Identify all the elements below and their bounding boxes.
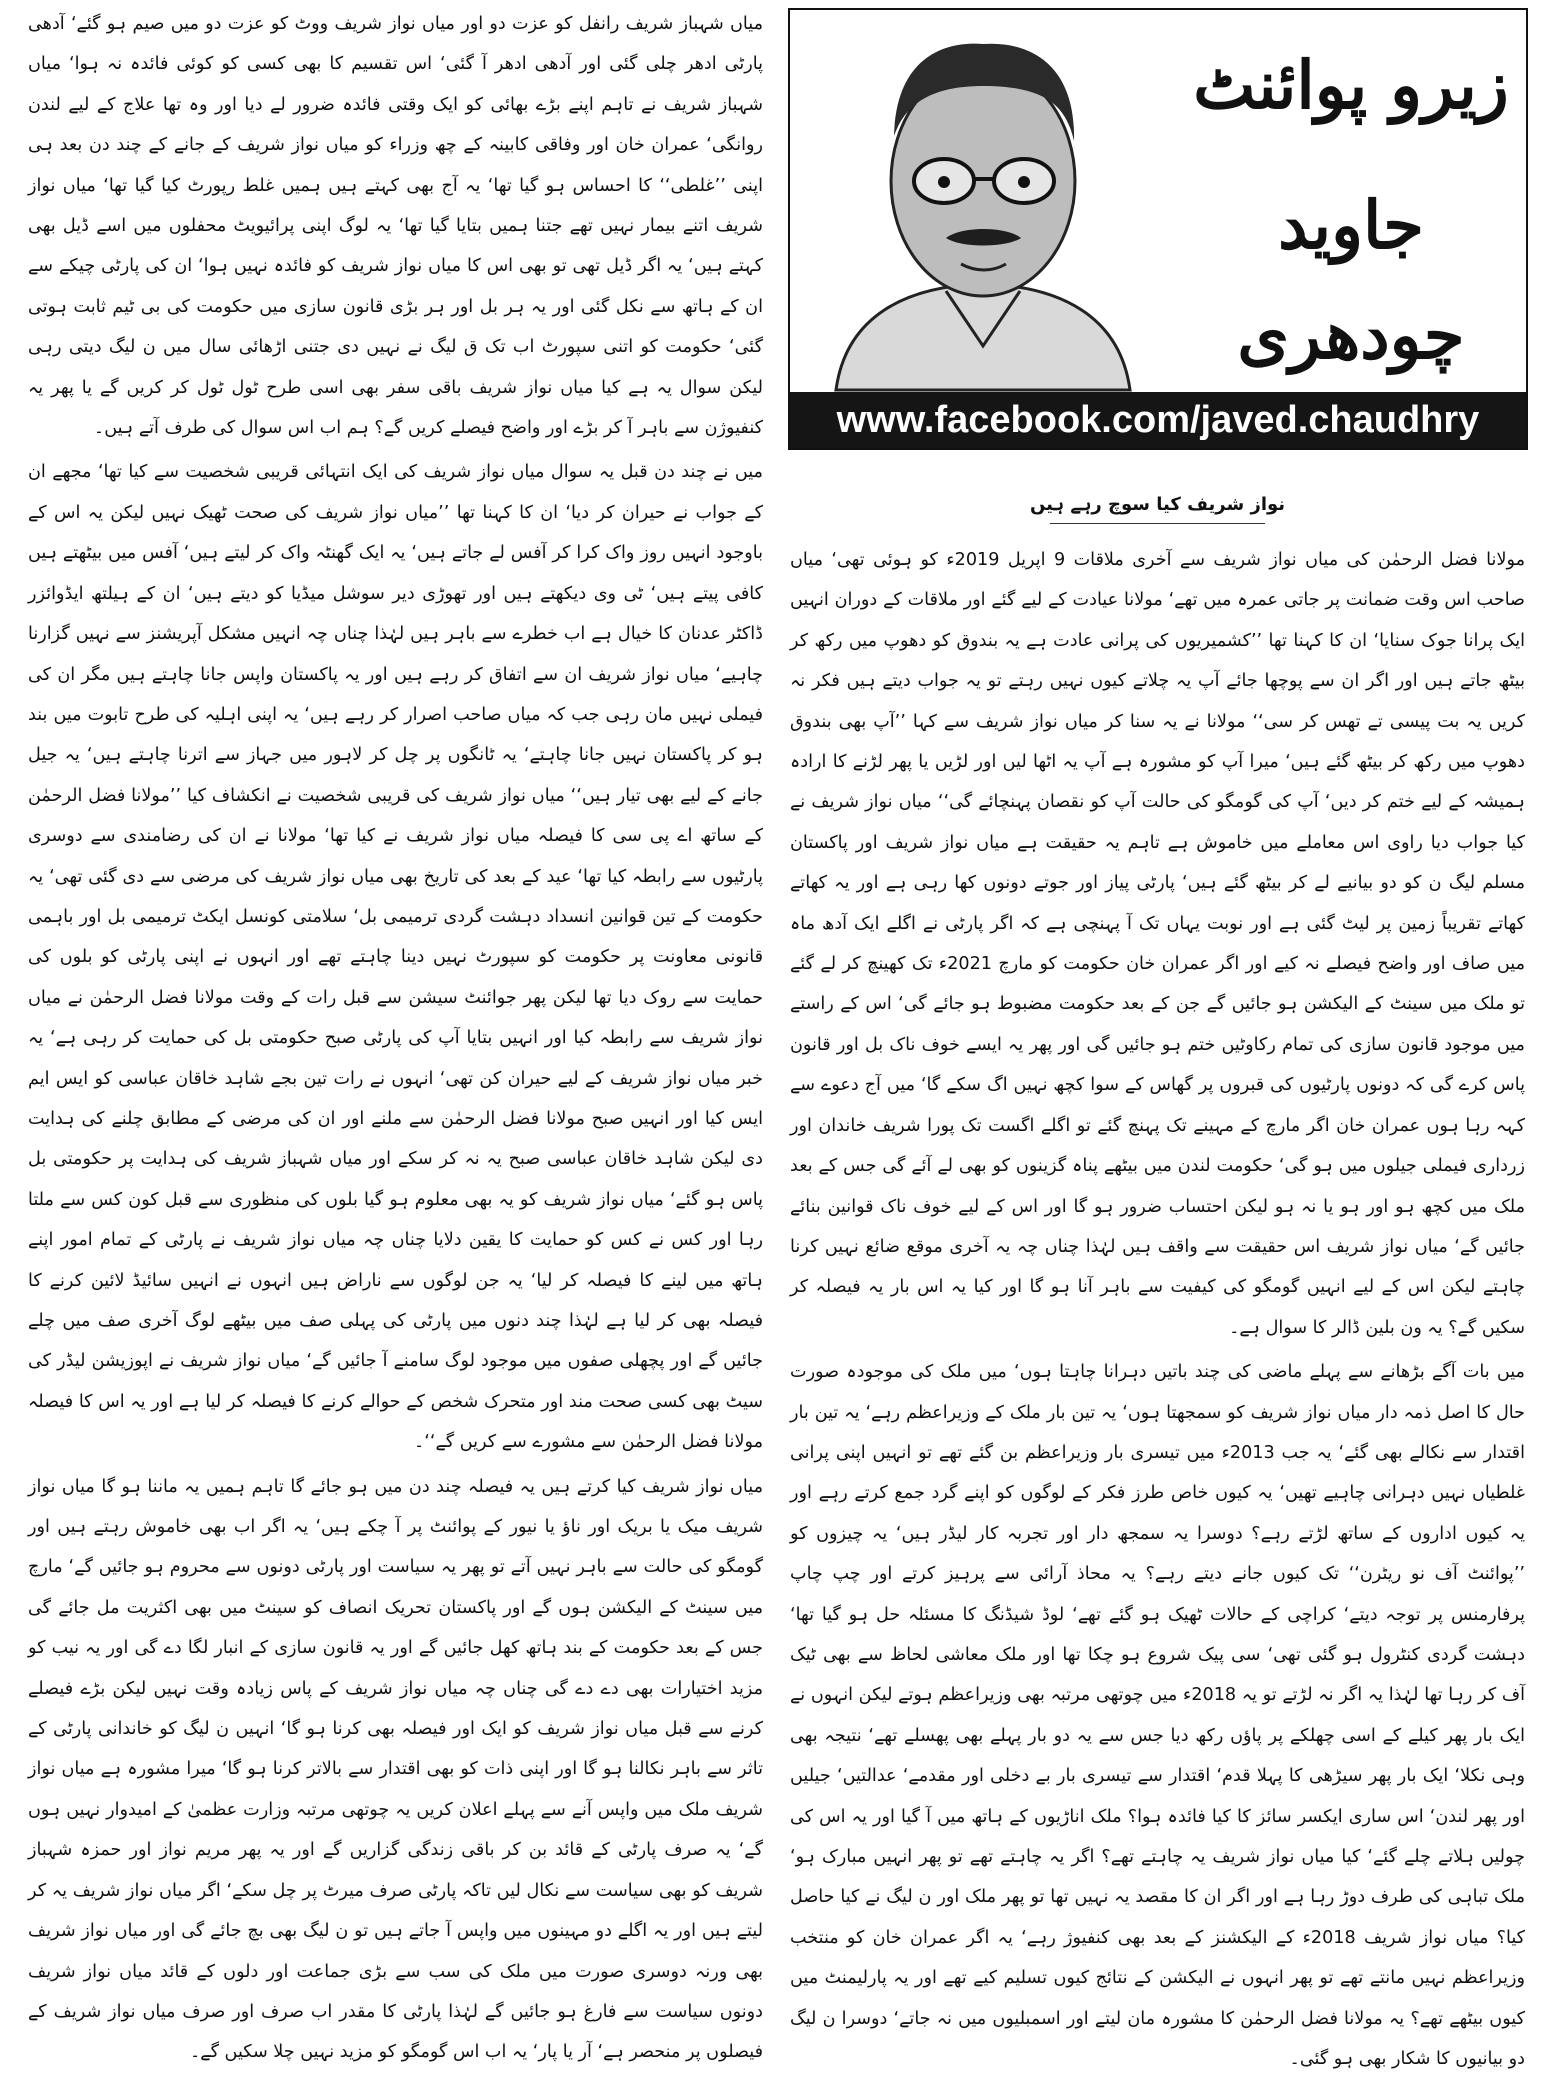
column-logo	[1186, 30, 1516, 390]
article-right-column	[790, 540, 1526, 2070]
article-paragraph: میں نے چند دن قبل یہ سوال میاں نواز شریف کی ایک انتہائی قریبی شخصیت سے کیا تھا‘ مجھے ان کے جواب نے حیران کر دیا‘ ان کا کہنا تھا ’’میاں نواز شریف کی صحت ٹھیک نہیں لیکن یہ اس کے باوجود انہیں روز واک کرا کر آفس لے جاتے ہیں‘ یہ ایک گھنٹہ واک کر لیتے ہیں‘ آفس میں بیٹھتے ہیں کافی پیتے ہیں‘ ٹی وی دیکھتے ہیں اور تھوڑی دیر سوشل میڈیا کو دیتے ہیں‘ ان کے ہیلتھ ایڈوائزر ڈاکٹر عدنان کا خیال ہے اب خطرے سے باہر ہیں لہٰذا چناں چہ انہیں مشکل آپریشنز سے نہیں گزارنا چاہیے‘ میاں نواز شریف ان سے اتفاق کر رہے ہیں اور یہ پاکستان واپس جانا چاہتے ہیں مگر ان کی فیملی نہیں مان رہی جب کہ میاں صاحب اصرار کر رہے ہیں‘ یہ اپنی اہلیہ کی طرح تابوت میں بند ہو کر پاکستان نہیں جانا چاہتے‘ یہ ٹانگوں پر چل کر لاہور میں جہاز سے اترنا چاہتے ہیں‘ یہ جیل جانے کے لیے بھی تیار ہیں‘‘ میاں نواز شریف کی قریبی شخصیت نے انکشاف کیا ’’مولانا فضل الرحمٰن کے ساتھ اے پی سی کا فیصلہ میاں نواز شریف نے کیا تھا‘ مولانا نے ان کی رضامندی سے دوسری پارٹیوں سے رابطہ کیا تھا‘ عید کے بعد کی تاریخ بھی میاں نواز شریف کی مرضی سے دی گئی تھی‘ یہ حکومت کے تین قوانین انسداد دہشت گردی ترمیمی بل‘ سلامتی کونسل ایکٹ ترمیمی بل اور باہمی قانونی معاونت پر حکومت کو سپورٹ نہیں دینا چاہتے تھے اور انہوں نے اپنی پارٹی کو بلوں کی حمایت سے روک دیا تھا لیکن پھر جوائنٹ سیشن سے قبل رات کے وقت مولانا فضل الرحمٰن نے میاں نواز شریف سے رابطہ کیا اور انہیں بتایا آپ کی پارٹی صبح حکومتی بل کی حمایت کر رہی ہے‘ یہ خبر میاں نواز شریف کے لیے حیران کن تھی‘ انہوں نے رات تین بجے شاہد خاقان عباسی کو ایس ایم ایس کیا اور انہیں صبح مولانا فضل الرحمٰن سے ملنے اور ان کی مرضی کے مطابق چلنے کی ہدایت دی لیکن شاہد خاقان عباسی صبح یہ نہ کر سکے اور میاں شہباز شریف کی ہدایت پر حکومتی بل پاس ہو گئے‘ میاں نواز شریف کو یہ بھی معلوم ہو گیا بلوں کی منظوری سے قبل کون کس سے ملتا رہا اور کس نے کس کو حمایت کا یقین دلایا چناں چہ میاں نواز شریف نے پارٹی کے تمام امور اپنے ہاتھ میں لینے کا فیصلہ کر لیا‘ یہ جن لوگوں سے ناراض ہیں انہوں نے انہیں سائیڈ لائین کرنے کا فیصلہ بھی کر لیا ہے لہٰذا چند دنوں میں پارٹی کی پہلی صف میں بیٹھے لوگ آخری صف میں چلے جائیں گے اور پچھلی صفوں میں موجود لوگ سامنے آ جائیں گے‘ میاں نواز شریف نے اپوزیشن لیڈر کی سیٹ بھی کسی صحت مند اور متحرک شخص کے حوالے کرنے کا فیصلہ کر لیا ہے اور یہ اس کا فیصلہ مولانا فضل الرحمٰن سے مشورے سے کریں گے‘‘۔	[28, 462, 763, 1453]
facebook-url-strip: www.facebook.com/javed.chaudhry	[790, 392, 1526, 448]
article-paragraph: میاں نواز شریف کیا کرتے ہیں یہ فیصلہ چند دن میں ہو جائے گا تاہم ہمیں یہ ماننا ہو گا میاں نواز شریف میک یا بریک اور ناؤ یا نیور کے پوائنٹ پر آ چکے ہیں‘ یہ اگر اب بھی خاموش رہتے ہیں اور گومگو کی حالت سے باہر نہیں آتے تو پھر یہ سیاست اور پارٹی دونوں سے محروم ہو جائیں گے‘ مارچ میں سینٹ کے الیکشن ہوں گے اور پاکستان تحریک انصاف کو سینٹ میں بھی اکثریت مل جائے گی جس کے بعد حکومت کے بند ہاتھ کھل جائیں گے اور یہ قانون سازی کے انبار لگا دے گی اور یہ نیب کو مزید اختیارات بھی دے دے گی چناں چہ میاں نواز شریف کے پاس زیادہ وقت نہیں لیکن بڑے فیصلے کرنے سے قبل میاں نواز شریف کو ایک اور فیصلہ بھی کرنا ہو گا‘ انہیں ن لیگ کو خاندانی پارٹی کے تاثر سے باہر نکالنا ہو گا اور اپنی ذات کو بھی اقتدار سے بالاتر کرنا ہو گا‘ میرا مشورہ ہے میاں نواز شریف ملک میں واپس آنے سے پہلے اعلان کریں یہ چوتھی مرتبہ وزارت عظمیٰ کے امیدوار نہیں ہوں گے‘ یہ صرف پارٹی کے قائد بن کر باقی زندگی گزاریں گے اور یہ پھر مریم نواز اور حمزہ شہباز شریف کو بھی سیاست سے نکال لیں تاکہ پارٹی صرف میرٹ پر چل سکے‘ اگر میاں نواز شریف یہ کر لیتے ہیں اور یہ اگلے دو مہینوں میں واپس آ جاتے ہیں تو ن لیگ بھی بچ جائے گی اور میاں نواز شریف بھی ورنہ دوسری صورت میں ملک کی سب سے بڑی جماعت اور دلوں کے قائد میاں نواز شریف دونوں سیاست سے فارغ ہو جائیں گے لہٰذا پارٹی کا مقدر اب صرف اور صرف میاں نواز شریف کے فیصلوں پر منحصر ہے‘ آر یا پار‘ یہ اب اس گومگو کو مزید نہیں چلا سکیں گے۔	[28, 1476, 763, 2063]
title-underline	[1050, 523, 1265, 524]
author-photo	[796, 16, 1170, 390]
article-title: نواز شریف کیا سوچ رہے ہیں	[1029, 494, 1286, 515]
article-paragraph: میاں شہباز شریف رانفل کو عزت دو اور میاں نواز شریف ووٹ کو عزت دو میں صیم ہو گئے‘ آدھی پارٹی ادھر چلی گئی اور آدھی ادھر آ گئی‘ اس تقسیم کا بھی کسی کو کوئی فائدہ نہ ہوا‘ میاں شہباز شریف نے تاہم اپنے بڑے بھائی کو ایک وقتی فائدہ ضرور لے دیا اور وہ تھا علاج کے لیے لندن روانگی‘ عمران خان اور وفاقی کابینہ کے چھ وزراء کو میاں نواز شریف کے جانے کے چند دن بعد ہی اپنی ’’غلطی‘‘ کا احساس ہو گیا تھا‘ یہ آج بھی کہتے ہیں ہمیں غلط رپورٹ کیا گیا تھا‘ میاں نواز شریف اتنے بیمار نہیں تھے جتنا ہمیں بتایا گیا تھا‘ یہ لوگ اپنی پرائیویٹ محفلوں میں اسے ڈیل بھی کہتے ہیں‘ یہ اگر ڈیل تھی تو بھی اس کا میاں نواز شریف کو فائدہ نہیں ہوا‘ ان کی پارٹی چیکے سے ان کے ہاتھ سے نکل گئی اور یہ ہر بل اور ہر بڑی قانون سازی میں حکومت کی بی ٹیم ثابت ہوتی گئی‘ حکومت کو اتنی سپورٹ اب تک ق لیگ نے نہیں دی جتنی اڑھائی سال میں ن لیگ دیتی رہی لیکن سوال یہ ہے کیا میاں نواز شریف باقی سفر بھی اسی طرح ٹول ٹول کر کریں گے یا پھر یہ کنفیوژن سے باہر آ کر بڑے اور واضح فیصلے کریں گے؟ ہم اب اس سوال کی طرف آتے ہیں۔	[28, 14, 763, 439]
author-name: جاوید چودھری	[1237, 186, 1465, 374]
article-paragraph: مولانا فضل الرحمٰن کی میاں نواز شریف سے آخری ملاقات 9 اپریل 2019ء کو ہوئی تھی‘ میاں صاحب اس وقت ضمانت پر جاتی عمرہ میں تھے‘ مولانا عیادت کے لیے گئے اور ملاقات کے دوران انہیں ایک پرانا جوک سنایا‘ ان کا کہنا تھا ’’کشمیریوں کی پرانی عادت ہے یہ بندوق کو دھوپ میں رکھ کر بیٹھ جاتے ہیں اور اگر ان سے پوچھا جائے آپ یہ چلاتے کیوں نہیں رہتے تو یہ جواب دیتے ہیں فکر نہ کریں یہ بت پیسی تے تھس کر سی‘‘ مولانا نے یہ سنا کر میاں نواز شریف سے کہا ’’آپ بھی بندوق دھوپ میں رکھ کر بیٹھ گئے ہیں‘ میرا آپ کو مشورہ ہے آپ یہ اٹھا لیں اور لڑیں یا پھر لڑنے کا ارادہ ہمیشہ کے لیے ختم کر دیں‘ آپ کی گومگو کی حالت آپ کو نقصان پہنچائے گی‘‘ میاں نواز شریف نے کیا جواب دیا راوی اس معاملے میں خاموش ہے تاہم یہ حقیقت ہے میاں نواز شریف اور پاکستان مسلم لیگ ن کو دو بیانیے لے کر بیٹھ گئے ہیں‘ پارٹی پیاز اور جوتے دونوں کھا رہی ہے اور یہ کھاتے کھاتے تقریباً زمین پر لیٹ گئی ہے اور نوبت یہاں تک آ پہنچی ہے کہ اگر پارٹی نے اگلے ایک آدھ ماہ میں صاف اور واضح فیصلے نہ کیے اور اگر عمران خان حکومت کو مارچ 2021ء تک کھینچ کر لے گئے تو ملک میں سینٹ کے الیکشن ہو جائیں گے جن کے بعد حکومت مضبوط ہو جائے گی‘ اس کے راستے میں موجود قانون سازی کی تمام رکاوٹیں ختم ہو جائیں گی اور پھر یہ ایسے خوف ناک بل اور قانون پاس کرے گی کہ دونوں پارٹیوں کی قبروں پر گھاس کے سوا کچھ نہیں اگ سکے گا‘ میں آج دعوے سے کہہ رہا ہوں عمران خان اگر مارچ کے مہینے تک پہنچ گئے تو اگلے اگست تک پورا شریف خاندان اور زرداری فیملی جیلوں میں ہو گی‘ حکومت لندن میں بیٹھے پناہ گزینوں کو بھی لے آئے گی جس کے بعد ملک میں کچھ ہو اور ہو یا نہ ہو لیکن احتساب ضرور ہو گا اور اس کے لیے خوف ناک قوانین بنائے جائیں گے‘ میاں نواز شریف اس حقیقت سے واقف ہیں لہٰذا چناں چہ یہ آخری موقع ضائع نہیں کرنا چاہتے لیکن اس کے لیے انہیں گومگو کی کیفیت سے باہر آنا ہو گا اور کیا یہ اس بار یہ فیصلہ کر سکیں گے؟ یہ ون بلین ڈالر کا سوال ہے۔	[790, 550, 1525, 1338]
column-header	[788, 8, 1528, 450]
article-left-column	[28, 4, 763, 2063]
column-name: زیرو پوائنٹ	[1193, 46, 1509, 124]
article-paragraph: میں بات آگے بڑھانے سے پہلے ماضی کی چند باتیں دہرانا چاہتا ہوں‘ میں ملک کی موجودہ صورت حال کا اصل ذمہ دار میاں نواز شریف کو سمجھتا ہوں‘ یہ تین بار ملک کے وزیراعظم رہے‘ یہ تین بار اقتدار سے نکالے بھی گئے‘ یہ جب 2013ء میں تیسری بار وزیراعظم بن گئے تھے تو انہیں اپنی پرانی غلطیاں نہیں دہرانی چاہیے تھیں‘ یہ کیوں خاص طرز فکر کے لوگوں کو اپنے گرد جمع کرتے رہے اور یہ کیوں اداروں کے ساتھ لڑتے رہے؟ دوسرا یہ سمجھ دار اور تجربہ کار لیڈر ہیں‘ یہ چیزوں کو ’’پوائنٹ آف نو ریٹرن‘‘ تک کیوں جانے دیتے رہے؟ یہ محاذ آرائی سے پرہیز کرتے اور چپ چاپ پرفارمنس پر توجہ دیتے‘ کراچی کے حالات ٹھیک ہو گئے تھے‘ لوڈ شیڈنگ کا مسئلہ حل ہو گیا تھا‘ دہشت گردی کنٹرول ہو گئی تھی‘ سی پیک شروع ہو چکا تھا اور ملک معاشی لحاظ سے بھی ٹیک آف کر رہا تھا لہٰذا یہ اگر نہ لڑتے تو یہ 2018ء میں چوتھی مرتبہ بھی وزیراعظم ہوتے لیکن انہوں نے ایک بار پھر کیلے کے اسی چھلکے پر پاؤں رکھ دیا جس سے یہ دو بار پہلے بھی پھسلے تھے‘ نتیجہ بھی وہی نکلا‘ ایک بار پھر سیڑھی کا پہلا قدم‘ اقتدار سے تیسری بار بے دخلی اور مقدمے‘ عدالتیں‘ جیلیں اور پھر لندن‘ اس ساری ایکسر سائز کا کیا فائدہ ہوا؟ ملک اناڑیوں کے ہاتھ میں آ گیا اور یہ اس کی چولیں ہلاتے چلے گئے‘ کیا میاں نواز شریف یہ چاہتے تھے؟ اگر یہ چاہتے تھے تو پھر انہیں مبارک ہو‘ ملک تباہی کی طرف دوڑ رہا ہے اور اگر ان کا مقصد یہ نہیں تھا تو پھر ملک اور ن لیگ نے کیا حاصل کیا؟ میاں نواز شریف 2018ء کے الیکشنز کے بعد بھی کنفیوژ رہے‘ یہ اگر عمران خان کو منتخب وزیراعظم نہیں مانتے تھے تو پھر انہوں نے الیکشن کے نتائج کیوں تسلیم کیے تھے اور یہ پارلیمنٹ میں کیوں بیٹھے تھے؟ یہ مولانا فضل الرحمٰن کا مشورہ مان لیتے اور اسمبلیوں میں نہ جاتے‘ دوسرا ن لیگ دو بیانیوں کا شکار بھی ہو گئی۔	[790, 1362, 1526, 2070]
